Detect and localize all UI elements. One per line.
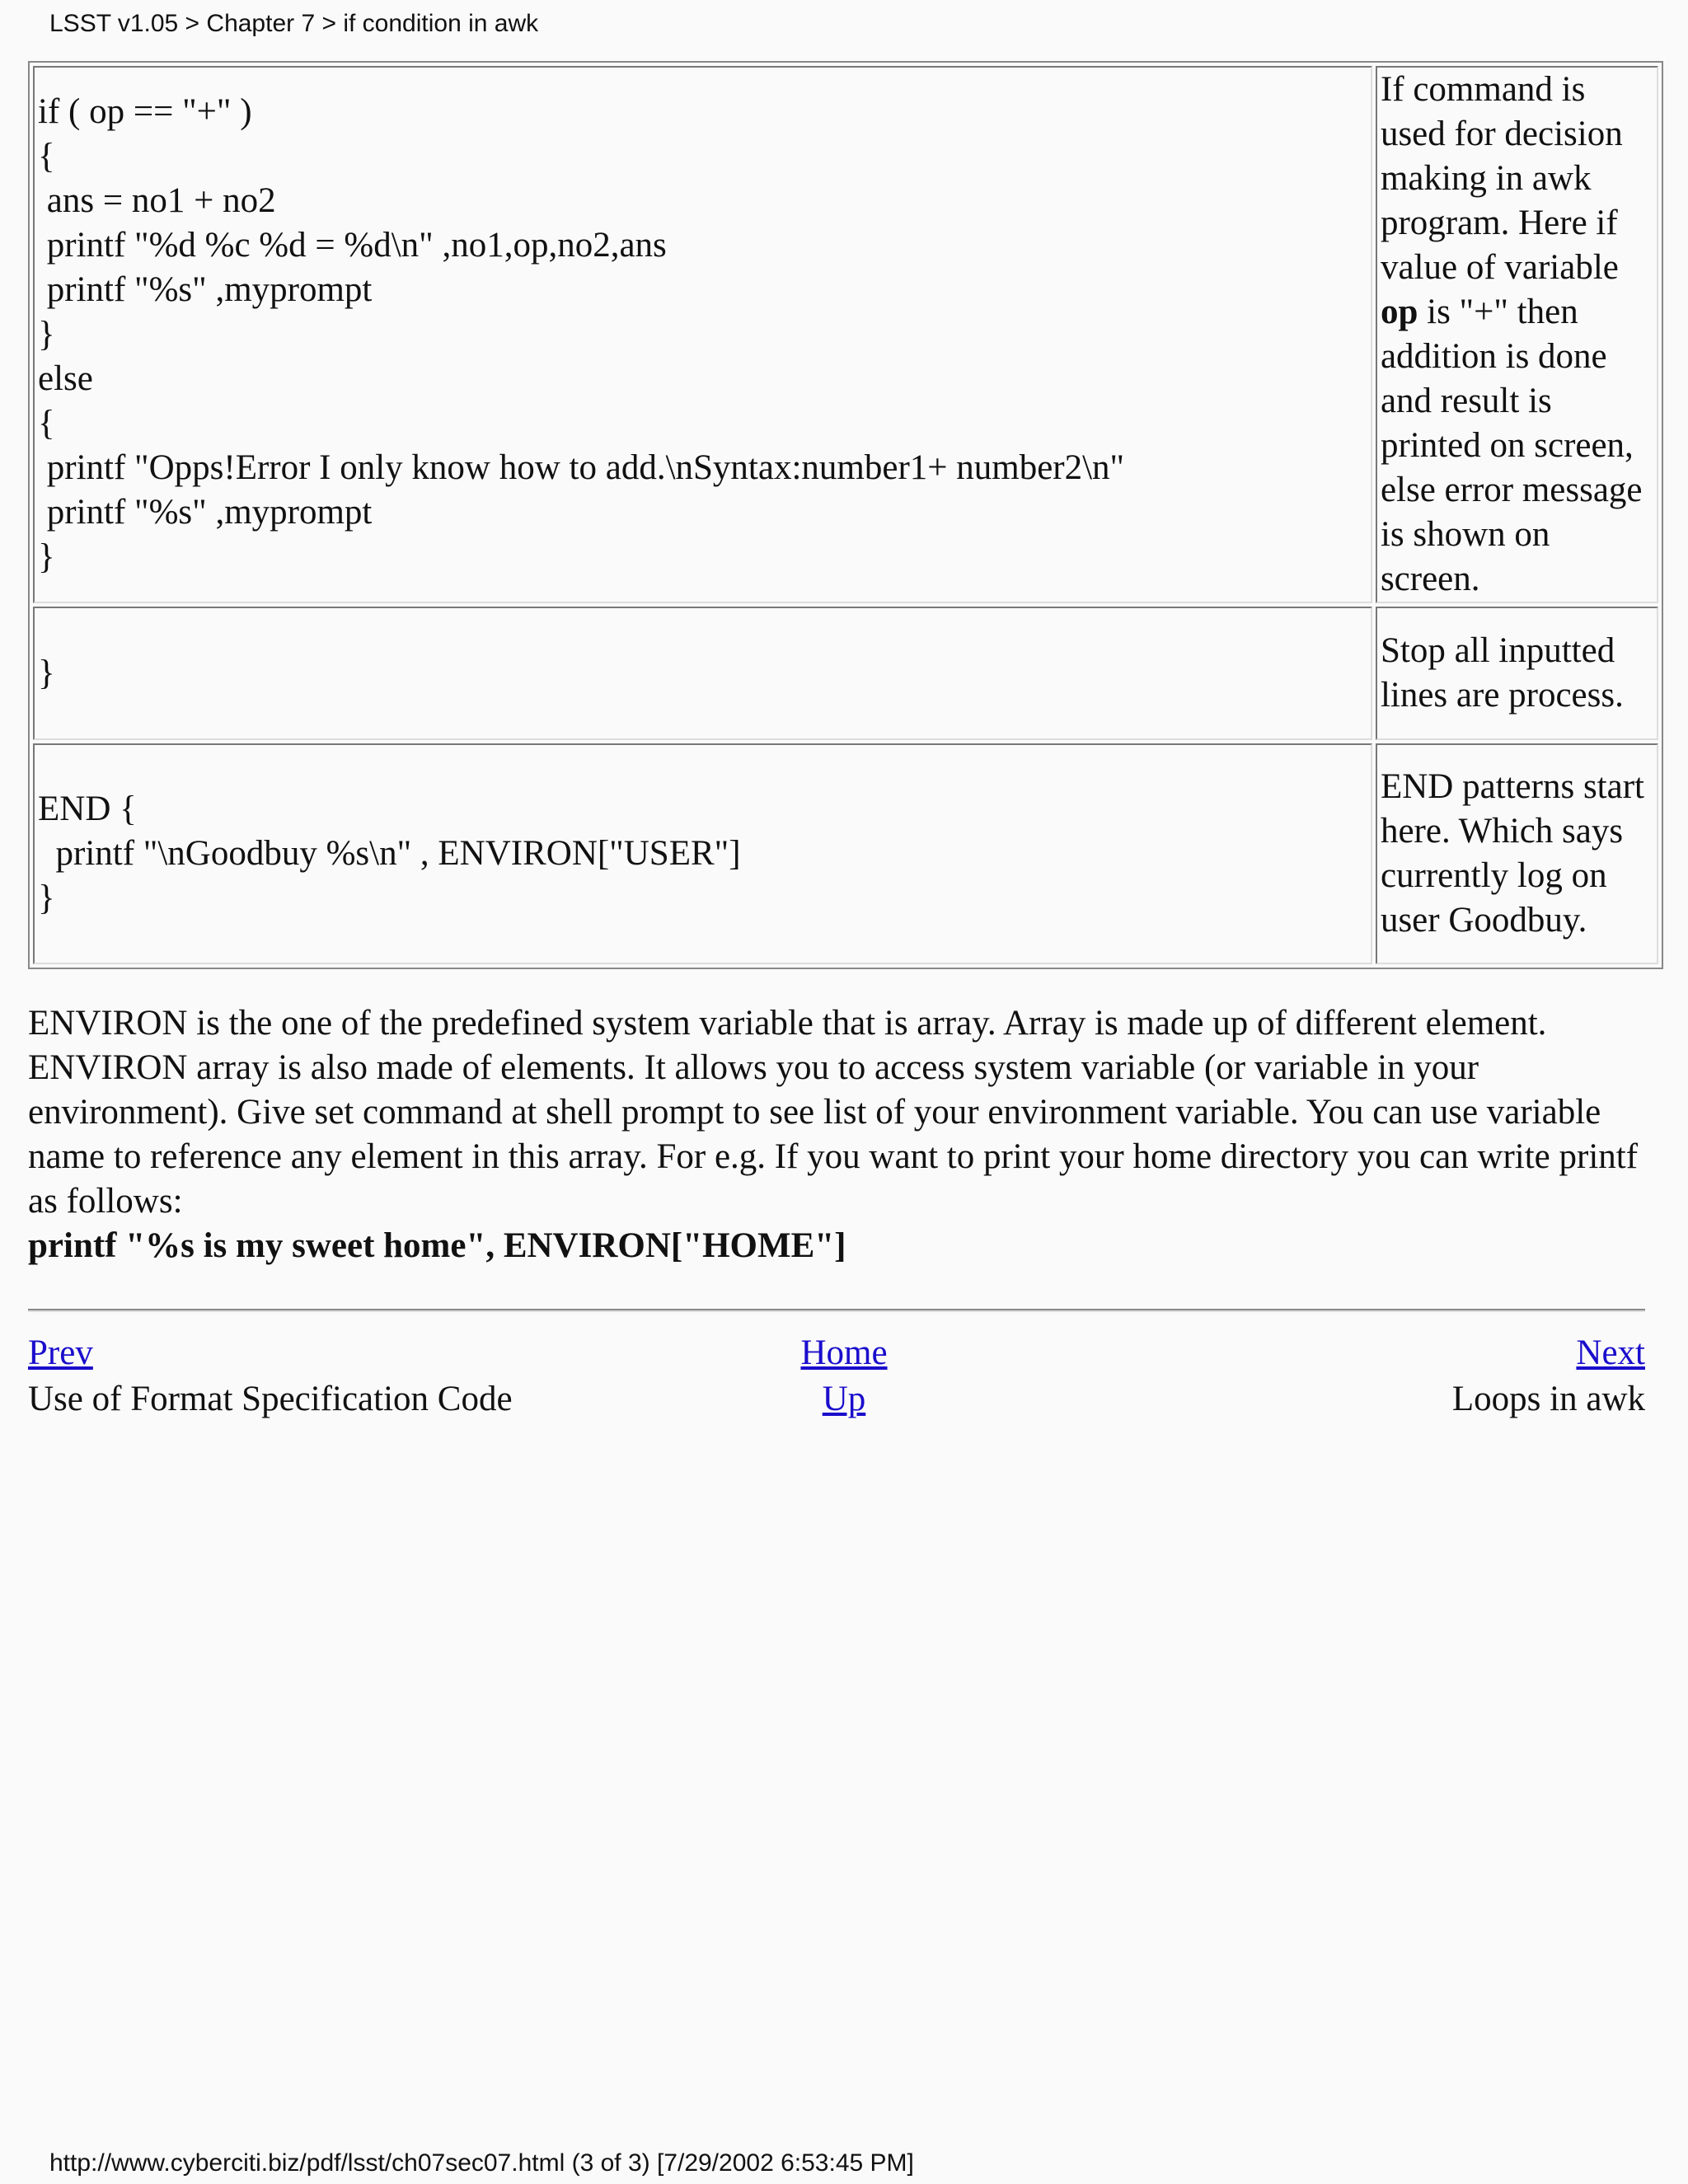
description-text: is "+" then addition is done and result is printed on screen, else error message is shown on screen. xyxy=(1380,293,1643,598)
code-cell xyxy=(33,607,1372,740)
home-link[interactable]: Home xyxy=(800,1333,888,1372)
divider xyxy=(28,1309,1645,1312)
code-line: END { xyxy=(38,790,137,828)
code-line: } xyxy=(38,654,55,692)
table-row xyxy=(33,743,1658,964)
code-line: else xyxy=(38,359,93,398)
prev-link[interactable]: Prev xyxy=(28,1333,93,1372)
code-line: } xyxy=(38,879,55,917)
up-link[interactable]: Up xyxy=(822,1380,866,1418)
next-title: Loops in awk xyxy=(1451,1380,1645,1418)
code-line: } xyxy=(38,537,55,576)
description-cell xyxy=(1376,66,1658,603)
description-variable-name: op xyxy=(1380,293,1418,331)
code-line: ans = no1 + no2 xyxy=(38,181,276,220)
code-line: printf "%d %c %d = %d\n" ,no1,op,no2,ans xyxy=(38,226,667,265)
code-cell xyxy=(33,743,1372,964)
description-cell xyxy=(1376,743,1658,964)
page-header-breadcrumb: LSST v1.05 > Chapter 7 > if condition in awk xyxy=(49,10,539,37)
page-footer-url: http://www.cyberciti.biz/pdf/lsst/ch07sec07.html (3 of 3) [7/29/2002 6:53:45 PM] xyxy=(49,2149,914,2177)
prev-title: Use of Format Specification Code xyxy=(28,1380,513,1418)
description-cell xyxy=(1376,607,1658,740)
next-link[interactable]: Next xyxy=(1576,1333,1645,1372)
nav-prev-block xyxy=(28,1330,513,1422)
nav-next-block xyxy=(1452,1330,1645,1422)
code-line: printf "%s" ,myprompt xyxy=(38,270,373,309)
example-printf-line: printf "%s is my sweet home", ENVIRON["HOME"] xyxy=(28,1226,846,1265)
table-row xyxy=(33,607,1658,740)
code-line: printf "Opps!Error I only know how to add.\nSyntax:number1+ number2\n" xyxy=(38,448,1125,487)
code-line: { xyxy=(38,404,55,443)
code-explanation-table xyxy=(28,61,1663,969)
code-line: } xyxy=(38,315,55,354)
description-text: If command is used for decision making in awk program. Here if value of variable xyxy=(1380,70,1623,287)
description-text: Stop all inputted lines are process. xyxy=(1380,631,1624,715)
nav-center-block xyxy=(796,1330,892,1422)
table-row xyxy=(33,66,1658,603)
description-text: END patterns start here. Which says currently log on user Goodbuy. xyxy=(1380,767,1644,940)
environ-paragraph xyxy=(28,1001,1660,1268)
code-line: printf "\nGoodbuy %s\n" , ENVIRON["USER"] xyxy=(38,834,741,873)
code-line: { xyxy=(38,137,55,176)
code-cell xyxy=(33,66,1372,603)
paragraph-text: ENVIRON is the one of the predefined system variable that is array. Array is made up of different element. ENVIRON array is also made of elements. It allows you to access system variable (or variable in your environment). Give set command at shell prompt to see list of your environment variable. You can use variable name to reference any element in this array. For e.g. If you want to print your home directory you can write printf as follows: xyxy=(28,1004,1639,1221)
code-line: printf "%s" ,myprompt xyxy=(38,493,373,532)
code-line: if ( op == "+" ) xyxy=(38,92,252,131)
